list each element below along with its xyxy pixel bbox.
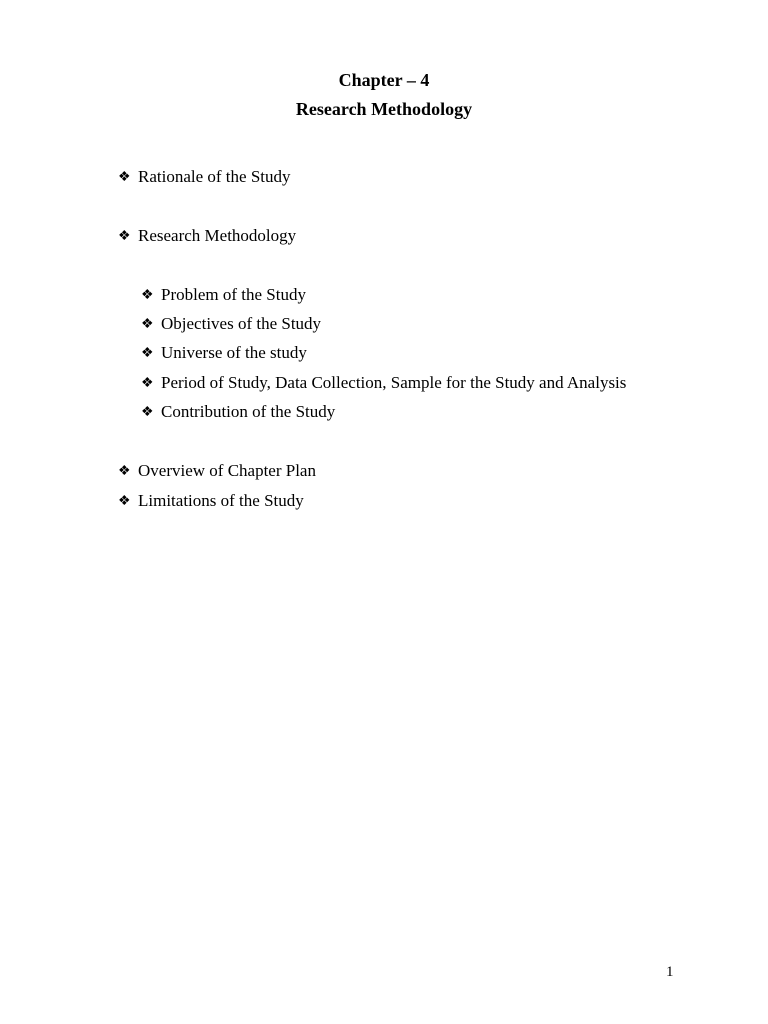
list-item-label: Rationale of the Study [138,167,291,186]
list-item-label: Research Methodology [138,226,297,245]
diamond-bullet-icon: ❖ [141,317,154,332]
list-item [118,166,291,189]
diamond-bullet-icon: ❖ [118,170,131,185]
list-item-label: Overview of Chapter Plan [138,461,316,480]
list-item [118,225,296,248]
chapter-title: Research Methodology [295,99,473,119]
sub-list-item [141,284,306,307]
list-item-label: Universe of the study [161,343,307,362]
chapter-number: Chapter – 4 [338,70,430,90]
list-item-label: Objectives of the Study [161,314,322,333]
sub-list-item [141,401,335,424]
sub-list-item [141,372,626,395]
sub-list-item [141,342,307,365]
diamond-bullet-icon: ❖ [118,229,131,244]
list-item-label: Limitations of the Study [138,491,304,510]
list-item-label: Period of Study, Data Collection, Sample for the Study and Analysis [161,373,627,392]
sub-list-item [141,313,321,336]
diamond-bullet-icon: ❖ [141,376,154,391]
list-item [118,460,316,483]
list-item [118,490,304,513]
diamond-bullet-icon: ❖ [141,346,154,361]
diamond-bullet-icon: ❖ [118,464,131,479]
page-number: 1 [666,964,674,980]
diamond-bullet-icon: ❖ [141,288,154,303]
list-item-label: Contribution of the Study [161,402,336,421]
diamond-bullet-icon: ❖ [118,494,131,509]
list-item-label: Problem of the Study [161,285,306,304]
diamond-bullet-icon: ❖ [141,405,154,420]
